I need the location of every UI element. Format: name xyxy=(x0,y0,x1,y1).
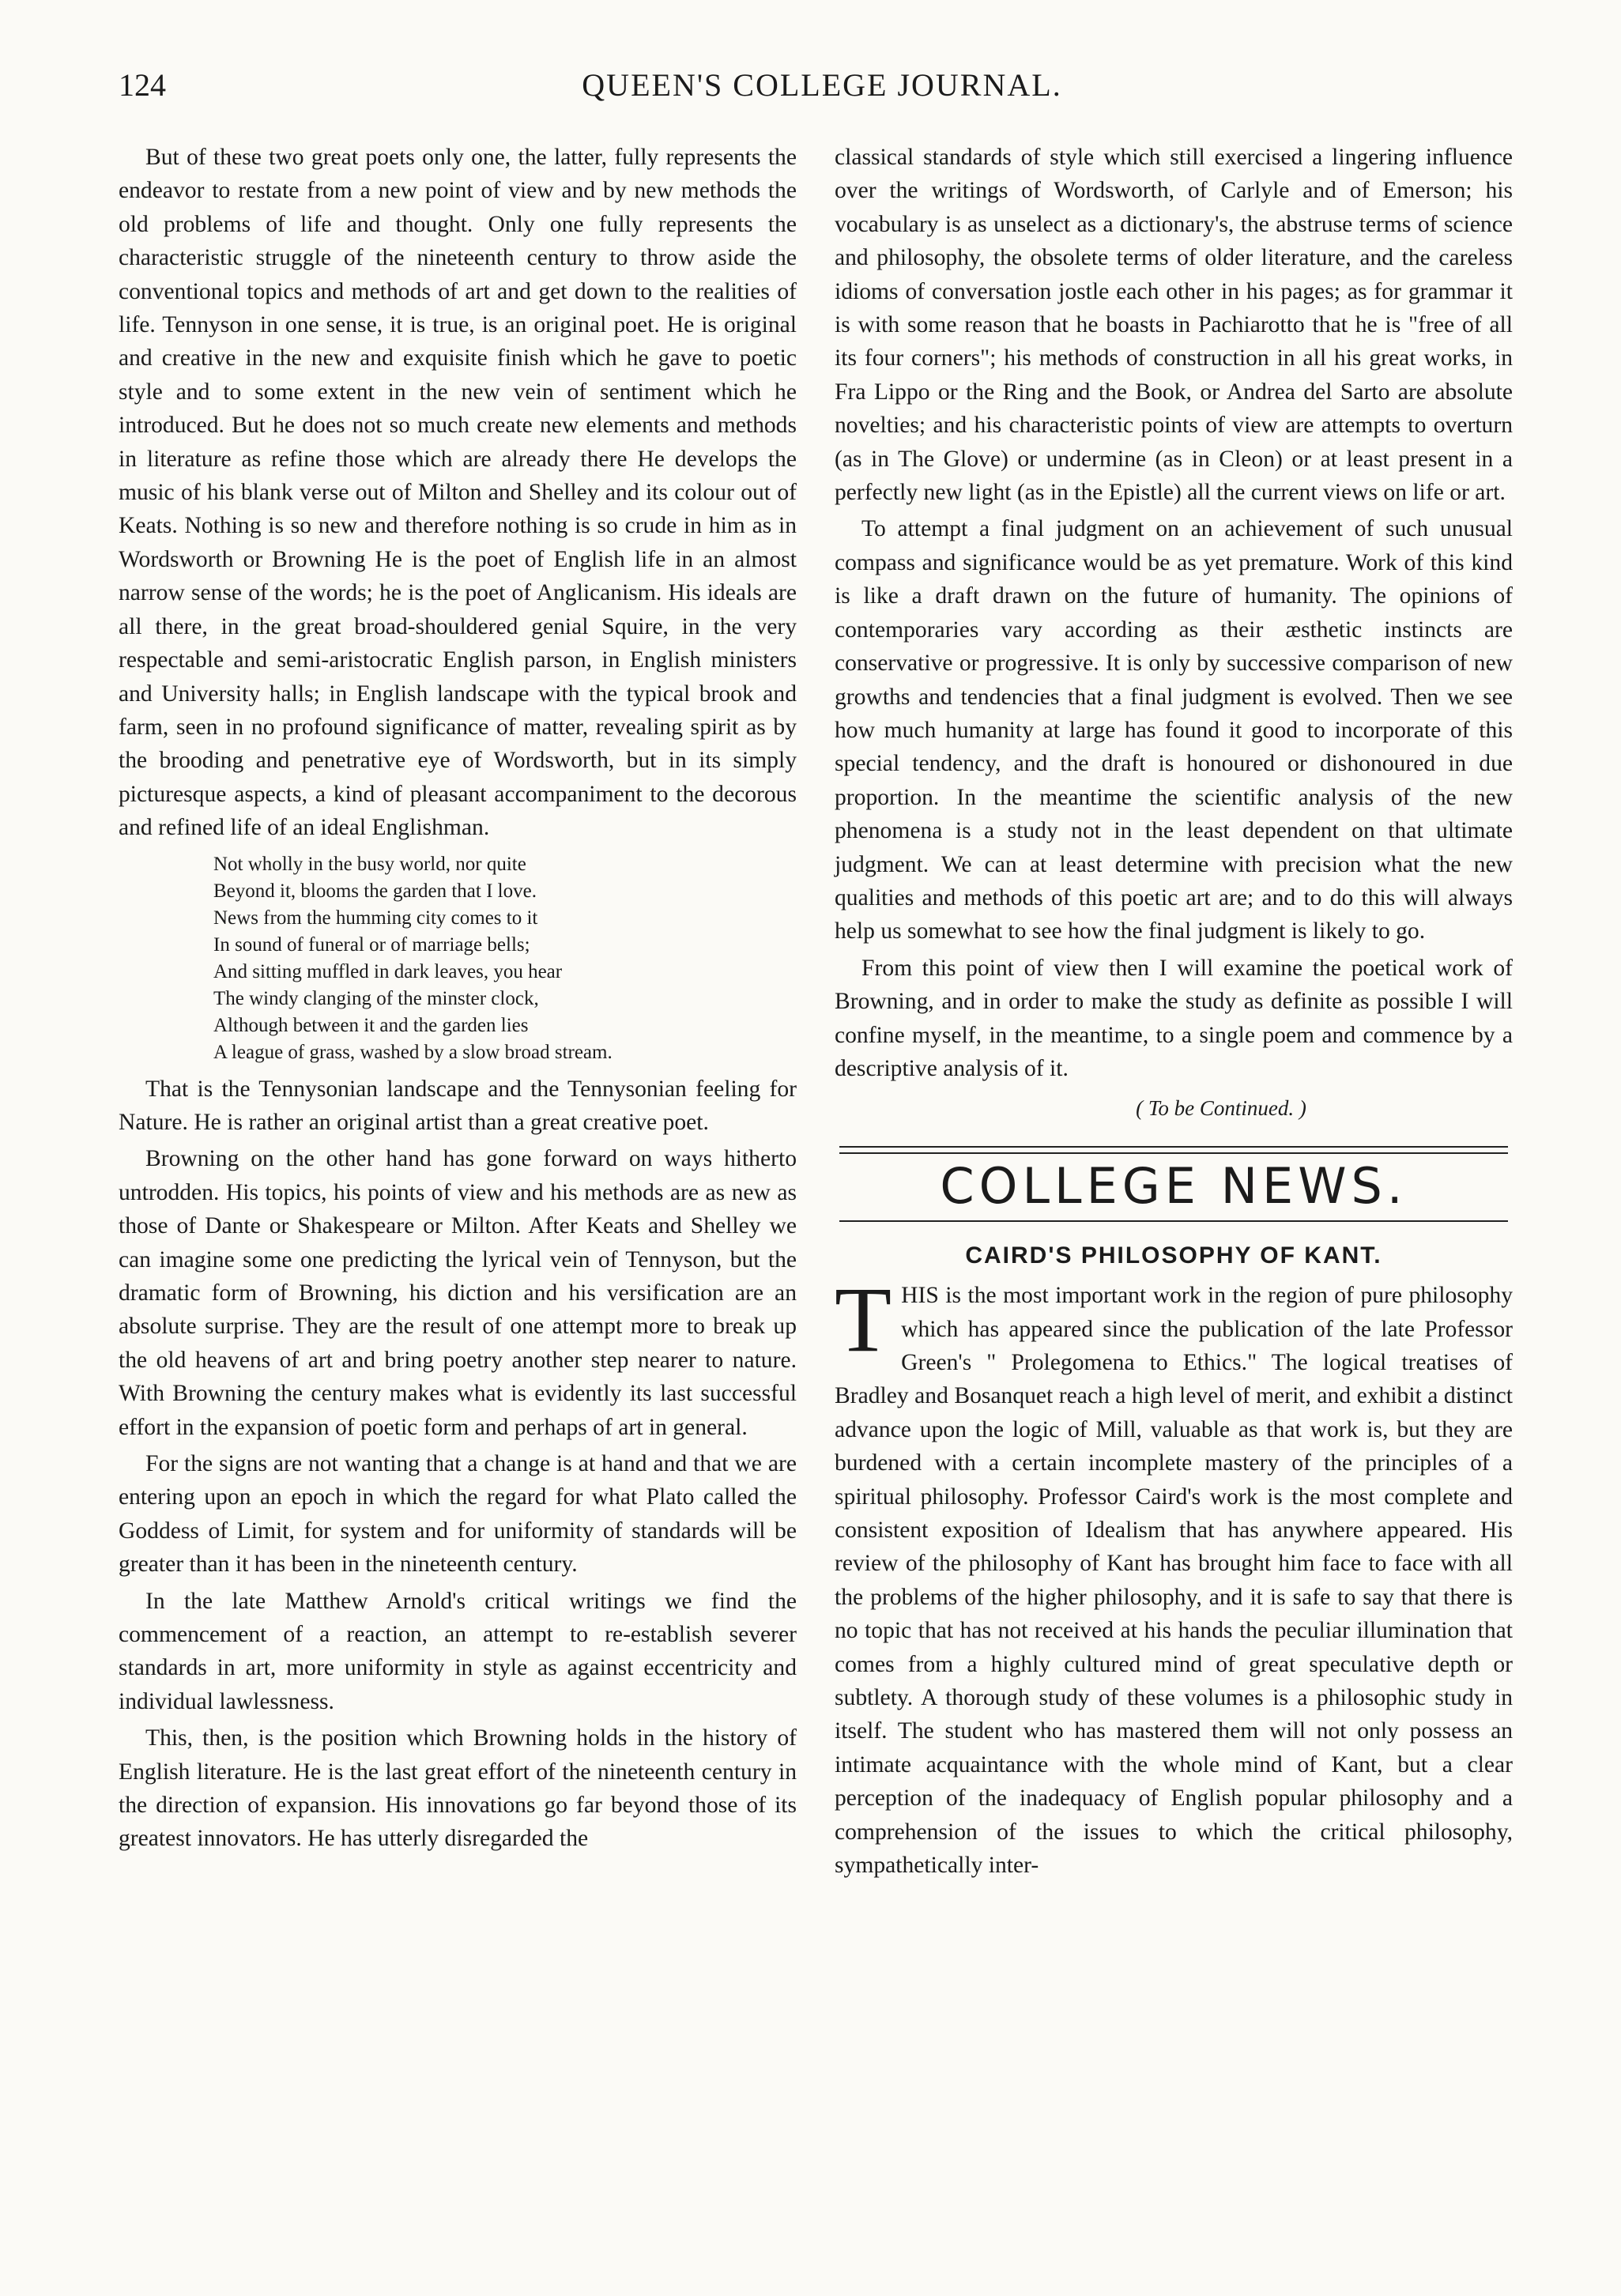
article-title: CAIRD'S PHILOSOPHY OF KANT. xyxy=(965,1242,1382,1269)
paragraph: That is the Tennysonian landscape and the Tennysonian feeling for Nature. He is rather an original artist than a great creative poet. xyxy=(119,1076,797,1135)
left-column xyxy=(119,141,797,1856)
journal-title: QUEEN'S COLLEGE JOURNAL. xyxy=(582,67,1062,103)
poem-line: And sitting muffled in dark leaves, you hear xyxy=(213,960,563,982)
paragraph: In the late Matthew Arnold's critical writings we find the commencement of a reaction, an attempt to re-establish severer standards in art, more uniformity in style as against eccentricity and individual lawlessness. xyxy=(119,1588,797,1714)
article-body xyxy=(835,1268,1513,1882)
poem-quote xyxy=(213,851,797,1066)
paragraph: To attempt a final judgment on an achievement of such unusual compass and significance would be as yet premature. Work of this kind is like a draft drawn on the future of humanity. The opinions of contemporaries vary according as their æsthetic instincts are conservative or progressive. It is only by successive comparison of new growths and tendencies that a final judgment is evolved. Then we see how much humanity at large has found it good to incorporate of this special tendency, and the draft is honoured or dishonoured in due proportion. In the meantime the scientific analysis of the new phenomena is a study not in the least dependent on that ultimate judgment. We can at least determine with precision what the new qualities and methods of this poetic art are; and to do this will always help us somewhat to see how the final judgment is likely to go. xyxy=(835,516,1513,944)
section-divider xyxy=(835,1146,1513,1154)
to-be-continued: ( To be Continued. ) xyxy=(1136,1096,1306,1121)
page-header xyxy=(119,66,1525,122)
drop-cap: T xyxy=(835,1268,892,1372)
poem-line: Not wholly in the busy world, nor quite xyxy=(213,853,526,875)
paragraph: From this point of view then I will examine the poetical work of Browning, and in order to make the study as definite as possible I will confine myself, in the meantime, to a single poem and commence by a descriptive analysis of it. xyxy=(835,955,1513,1081)
paragraph: This, then, is the position which Browning holds in the history of English literature. He is the last great effort of the nineteenth century in the direction of expansion. His innovations go far beyond those of its greatest innovators. He has utterly disregarded the xyxy=(119,1725,797,1852)
paragraph: But of these two great poets only one, the latter, fully represents the endeavor to restate from a new point of view and by new methods the old problems of life and thought. Only one fully represents the characteristic struggle of the nineteenth century to throw aside the conventional topics and methods of art and get down to the realities of life. Tennyson in one sense, it is true, is an original poet. He is original and creative in the new and exquisite finish which he gave to poetic style and to some extent in the new vein of sentiment which he introduced. But he does not so much create new elements and methods in literature as refine those which are already there He develops the music of his blank verse out of Milton and Shelley and its colour out of Keats. Nothing is so new and therefore nothing is so crude in him as in Wordsworth or Browning He is the poet of English life in an almost narrow sense of the words; he is the poet of Anglicanism. His ideals are all there, in the great broad-shouldered genial Squire, in the very respectable and semi-aristocratic English parson, in English ministers and University halls; in English landscape with the typical brook and farm, seen in no profound significance of matter, revealing spirit as by the brooding and penetrative eye of Wordsworth, but in its simply picturesque aspects, a kind of pleasant accompaniment to the decorous and refined life of an ideal Englishman. xyxy=(119,145,797,841)
poem-line: A league of grass, washed by a slow broad stream. xyxy=(213,1041,613,1063)
poem-line: News from the humming city comes to it xyxy=(213,907,538,929)
poem-line: In sound of funeral or of marriage bells; xyxy=(213,933,530,956)
poem-line: Beyond it, blooms the garden that I love. xyxy=(213,880,537,902)
paragraph: classical standards of style which still exercised a lingering influence over the writings of Wordsworth, of Carlyle and of Emerson; his vocabulary is as unselect as a dictionary's, the abstruse terms of science and philosophy, the obsolete terms of older literature, and the careless idioms of conversation jostle each other in his pages; as for grammar it is with some reason that he boasts in Pachiarotto that he is "free of all its four corners"; his methods of construction in all his great works, in Fra Lippo or the Ring and the Book, or Andrea del Sarto are absolute novelties; and his characteristic points of view are attempts to overturn (as in The Glove) or undermine (as in Cleon) or at least present in a perfectly new light (as in the Epistle) all the current views on life or art. xyxy=(835,145,1513,506)
page-number: 124 xyxy=(119,67,166,103)
paragraph: For the signs are not wanting that a change is at hand and that we are entering upon an epoch in which the regard for what Plato called the Goddess of Limit, for system and for uniformity of standards will be greater than it has been in the nineteenth century. xyxy=(119,1451,797,1578)
divider-line xyxy=(839,1152,1508,1154)
poem-line: The windy clanging of the minster clock, xyxy=(213,987,539,1009)
section-heading: COLLEGE NEWS. xyxy=(940,1156,1408,1215)
right-column xyxy=(835,141,1513,1882)
divider-line xyxy=(839,1146,1508,1148)
poem-line: Although between it and the garden lies xyxy=(213,1014,529,1036)
paragraph: Browning on the other hand has gone forward on ways hitherto untrodden. His topics, his points of view and his methods are as new as those of Dante or Shakespeare or Milton. After Keats and Shelley we can imagine some one predicting the lyrical vein of Tennyson, but the dramatic form of Browning, his diction and his versification are an absolute surprise. They are the result of one attempt more to break up the old heavens of art and bring poetry another step nearer to nature. With Browning the century makes what is evidently its last successful effort in the expansion of poetic form and perhaps of art in general. xyxy=(119,1146,797,1440)
article-text: HIS is the most important work in the region of pure philosophy which has appeared since the publication of the late Professor Green's " Prolegomena to Ethics." The logical treatises of Bradley and Bosanquet reach a high level of merit, and exhibit a distinct advance upon the logic of Mill, valuable as that work is, but they are burdened with a certain incomplete mastery of the principles of a spiritual philosophy. Professor Caird's work is the most complete and consistent exposition of Idealism that has anywhere appeared. His review of the philosophy of Kant has brought him face to face with all the problems of the higher philosophy, and it is safe to say that there is no topic that has not received at his hands the peculiar illumination that comes from a highly cultured mind of great speculative depth or subtlety. A thorough study of these volumes is a philosophic study in itself. The student who has mastered them will not only possess an intimate acquaintance with the whole mind of Kant, but a clear perception of the inadequacy of English popular philosophy and a comprehension of the issues to which the critical philosophy, sympathetically inter- xyxy=(835,1283,1513,1878)
divider-line xyxy=(839,1220,1508,1222)
